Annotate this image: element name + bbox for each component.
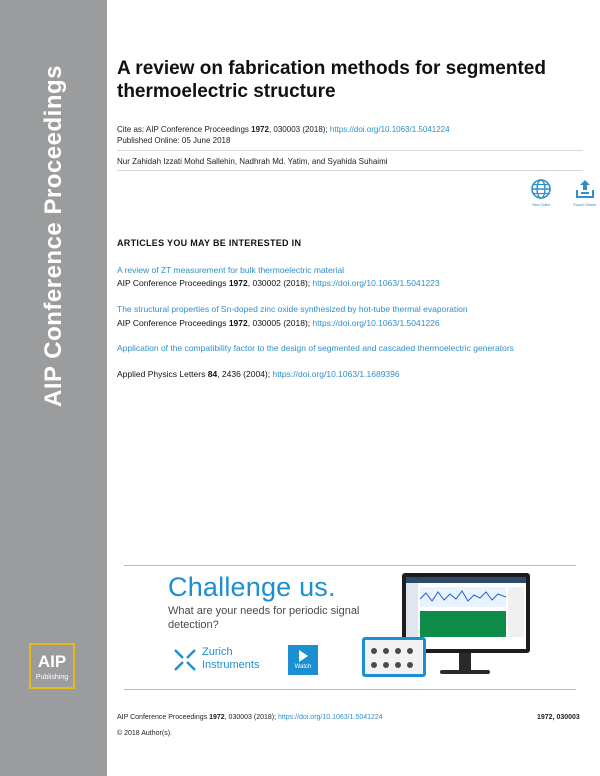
cite-volume: 1972 bbox=[251, 125, 269, 134]
lock-in-amplifier-image bbox=[362, 637, 426, 677]
watch-button[interactable] bbox=[288, 645, 318, 675]
view-online-label: View Online bbox=[531, 203, 551, 207]
journal-title-vertical bbox=[14, 36, 94, 436]
related-article-title[interactable]: Application of the compatibility factor to the design of segmented and cascaded thermoelectric generators bbox=[117, 343, 514, 353]
device-knob bbox=[407, 662, 413, 668]
related-article-citation bbox=[117, 369, 400, 380]
footer-citation bbox=[117, 713, 383, 722]
article-journal: Applied Physics Letters bbox=[117, 369, 208, 379]
article-volume: 84 bbox=[207, 369, 218, 379]
logo-aip-text: AIP bbox=[37, 652, 67, 671]
export-citation-button[interactable] bbox=[565, 178, 600, 207]
paper-title: A review on fabrication methods for segmented thermoelectric structure bbox=[117, 58, 546, 102]
export-citation-label: Export Citation bbox=[573, 203, 597, 207]
advert-top-border bbox=[124, 565, 576, 566]
cite-rest: , 030003 (2018); bbox=[268, 125, 330, 134]
device-knob bbox=[371, 662, 377, 668]
monitor-foot bbox=[440, 670, 490, 674]
screen-plot bbox=[420, 587, 506, 607]
copyright: © 2018 Author(s). bbox=[117, 730, 172, 737]
cite-prefix: Cite as: AIP Conference Proceedings bbox=[117, 125, 252, 134]
advert-bottom-border bbox=[124, 689, 576, 690]
paper-doi-link[interactable]: https://doi.org/10.1063/1.5041224 bbox=[329, 125, 450, 134]
article-doi-link[interactable]: https://doi.org/10.1063/1.1689396 bbox=[272, 369, 400, 379]
device-knob bbox=[371, 648, 377, 654]
advert-headline[interactable]: Challenge us. bbox=[168, 572, 336, 602]
screen-toolbar bbox=[406, 577, 526, 583]
related-article-citation bbox=[117, 278, 440, 289]
divider bbox=[117, 170, 583, 171]
advert-subtext: What are your needs for periodic signal detection? bbox=[168, 605, 360, 631]
article-rest: , 2436 (2004); bbox=[217, 369, 273, 379]
view-online-button[interactable] bbox=[521, 178, 561, 207]
article-volume: 1972 bbox=[228, 318, 248, 328]
footer-page-ref: 1972, 030003 bbox=[537, 714, 580, 721]
related-article-title[interactable]: The structural properties of Sn-doped zinc oxide synthesized by hot-tube thermal evaporation bbox=[117, 304, 468, 314]
zurich-instruments-logo[interactable] bbox=[172, 645, 282, 675]
authors: Nur Zahidah Izzati Mohd Sallehin, Nadhrah Md. Yatim, and Syahida Suhaimi bbox=[117, 157, 388, 166]
zurich-cross-icon bbox=[172, 647, 198, 673]
footer-rest: , 030003 (2018); bbox=[224, 714, 278, 721]
published-online: Published Online: 05 June 2018 bbox=[117, 136, 231, 145]
screen-spectrogram bbox=[420, 611, 506, 637]
divider bbox=[117, 150, 583, 151]
related-article-citation bbox=[117, 318, 440, 329]
export-citation-icon bbox=[574, 178, 596, 200]
journal-title-text: AIP Conference Proceedings bbox=[40, 65, 67, 407]
device-knob bbox=[395, 648, 401, 654]
monitor-stand bbox=[459, 653, 471, 671]
device-knob bbox=[383, 662, 389, 668]
related-articles-heading: ARTICLES YOU MAY BE INTERESTED IN bbox=[117, 238, 302, 248]
play-icon bbox=[299, 650, 308, 662]
footer-doi-link[interactable]: https://doi.org/10.1063/1.5041224 bbox=[278, 714, 383, 721]
article-rest: , 030002 (2018); bbox=[247, 278, 313, 288]
device-knob bbox=[383, 648, 389, 654]
waveform-graphic bbox=[420, 587, 506, 607]
logo-publishing-text: Publishing bbox=[35, 674, 69, 681]
article-rest: , 030005 (2018); bbox=[247, 318, 313, 328]
cite-as-line bbox=[117, 124, 450, 135]
globe-icon bbox=[530, 178, 552, 200]
footer-volume: 1972 bbox=[209, 714, 225, 721]
article-doi-link[interactable]: https://doi.org/10.1063/1.5041223 bbox=[312, 278, 440, 288]
footer-journal: AIP Conference Proceedings bbox=[117, 714, 210, 721]
device-knob bbox=[395, 662, 401, 668]
article-doi-link[interactable]: https://doi.org/10.1063/1.5041226 bbox=[312, 318, 440, 328]
article-volume: 1972 bbox=[228, 278, 248, 288]
related-article-title[interactable]: A review of ZT measurement for bulk thermoelectric material bbox=[117, 265, 345, 275]
journal-sidebar bbox=[0, 0, 107, 776]
article-journal: AIP Conference Proceedings bbox=[117, 318, 229, 328]
zurich-brand-text: Zurich Instruments bbox=[202, 646, 260, 671]
screen-panel bbox=[508, 587, 524, 637]
watch-label: Watch bbox=[294, 664, 312, 670]
article-journal: AIP Conference Proceedings bbox=[117, 278, 229, 288]
aip-publishing-logo[interactable] bbox=[29, 643, 75, 689]
device-knob bbox=[407, 648, 413, 654]
